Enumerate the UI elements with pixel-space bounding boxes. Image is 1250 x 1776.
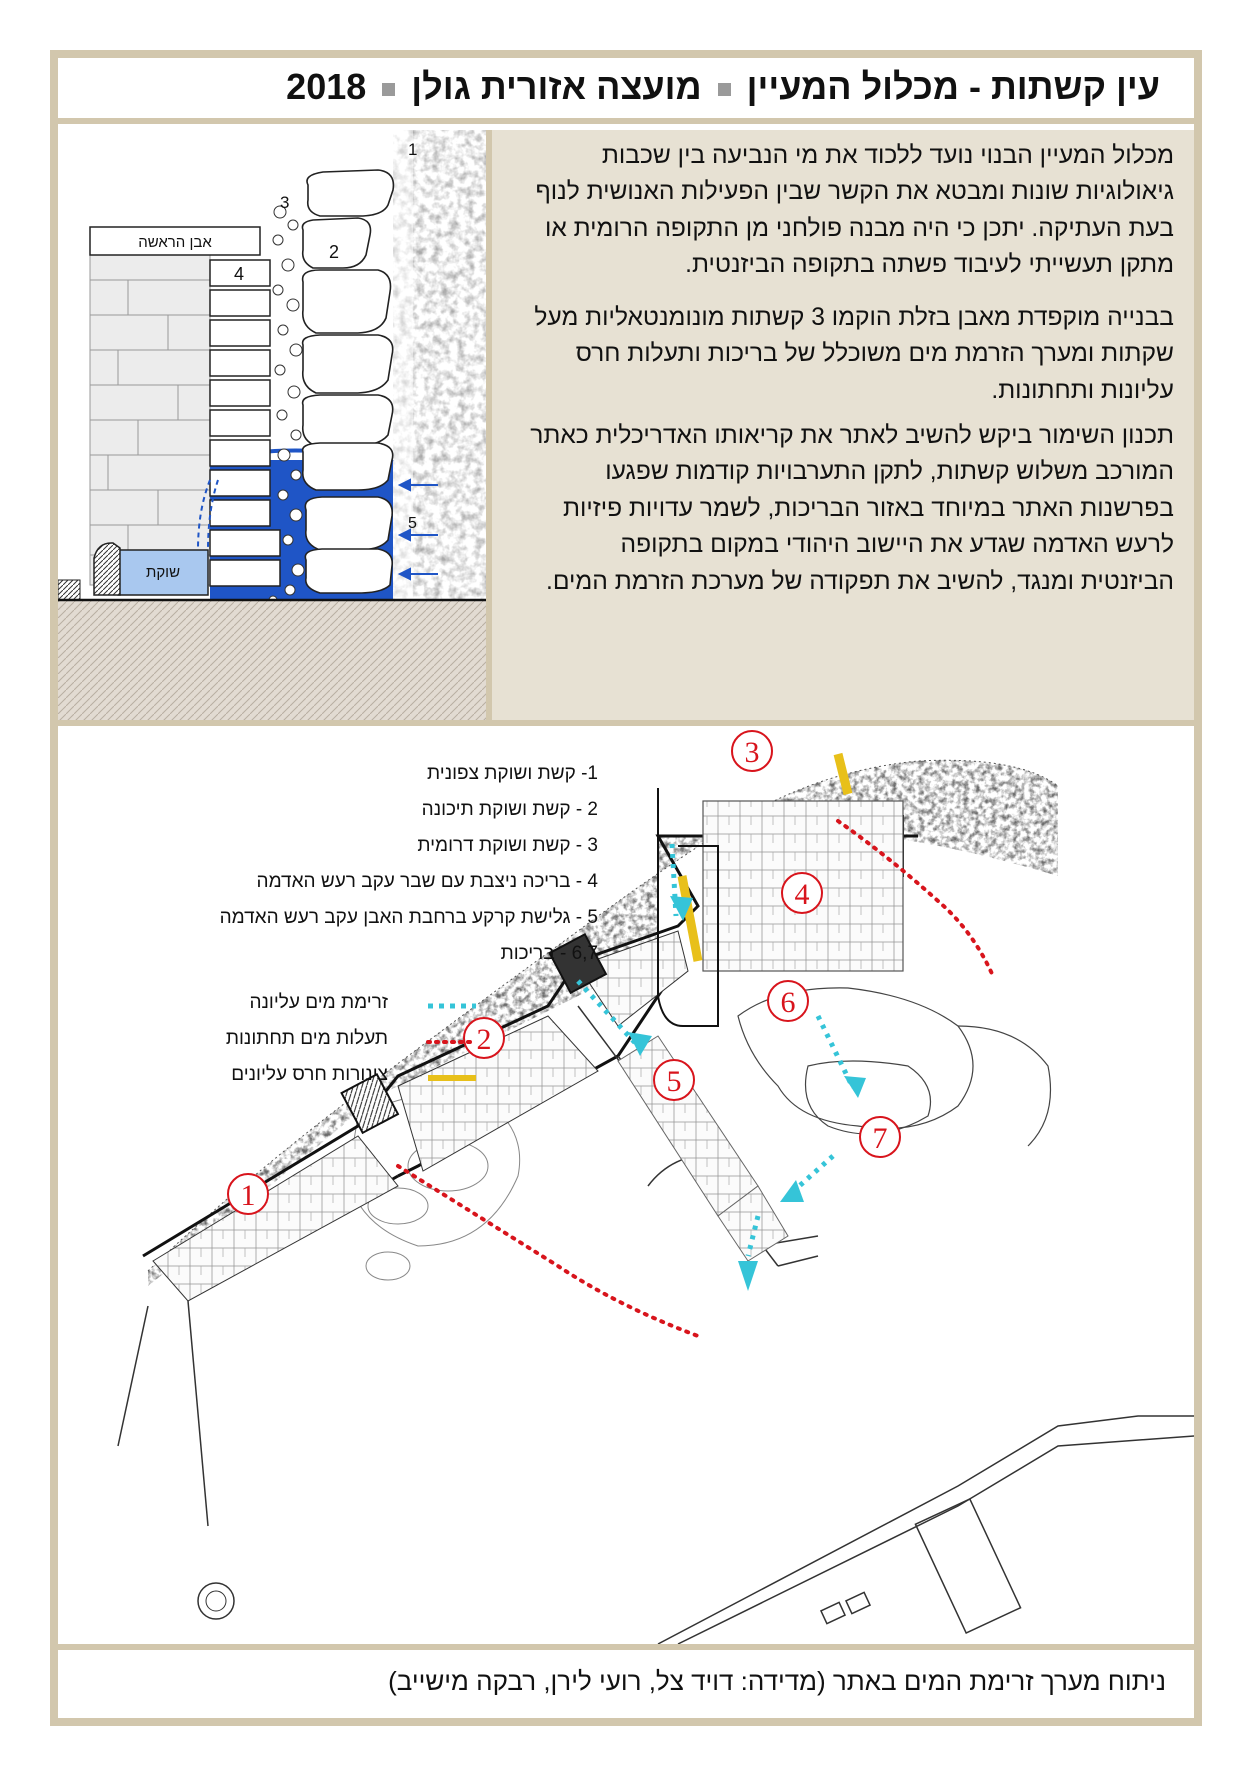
legend-item-1: 1- קשת ושוקת צפונית: [427, 763, 598, 784]
marker-6-label: 6: [780, 986, 796, 1019]
lower-channel-symbol-icon: [426, 1039, 478, 1045]
marker-5: [654, 1060, 694, 1100]
diagram-number-2: 2: [329, 242, 340, 262]
ground: [58, 600, 488, 720]
well: [198, 1583, 234, 1619]
top-section: [58, 130, 1194, 720]
marker-4-label: 4: [794, 878, 810, 911]
block-stones: [210, 260, 280, 586]
legend-lower-channels: [118, 1022, 478, 1058]
site-plan: [58, 726, 1194, 1644]
plan-legend: [220, 756, 598, 972]
diagram-number-5: 5: [408, 515, 417, 532]
legend-item-4: 4 - בריכה ניצבת עם שבר עקב רעש האדמה: [256, 871, 598, 892]
legend-upper-flow-label: זרימת מים עליונה: [249, 992, 388, 1013]
separator-square-icon: [718, 83, 731, 96]
diagram-number-3: 3: [280, 193, 290, 212]
marker-5-label: 5: [666, 1065, 682, 1098]
first-stone-label: אבן הראשה: [138, 234, 212, 251]
legend-item-6-7: 6,7 - בריכות: [500, 943, 598, 964]
legend-item-5: 5 - גלישת קרקע ברחבת האבן עקב רעש האדמה: [219, 907, 598, 928]
clay-pipe-symbol-icon: [426, 1075, 478, 1081]
legend-clay-pipes: [118, 1058, 478, 1094]
lower-steps: [618, 1036, 788, 1261]
title-site: עין קשתות - מכלול המעיין: [746, 66, 1160, 107]
title-council: מועצה אזורית גולן: [411, 66, 702, 107]
description-paragraph-3: תכנון השימור ביקש להשיב לאתר את קריאותו האדריכלית כאתר המורכב משלוש קשתות, לתקן התערבויות קודמות שפגעו בפרשנות האתר במיוחד באזור הבריכות, לשמר עדויות פיזיות לרעש האדמה שגדע את היישוב היהודי במקום בתקופה הביזנטית ומנגד, להשיב את תפקודה של מערכת הזרמת המים.: [530, 422, 1174, 595]
legend-lower-channels-label: תעלות מים תחתונות: [225, 1028, 388, 1049]
legend-clay-pipes-label: צינורות חרס עליונים: [231, 1064, 388, 1085]
header-bar: [58, 58, 1194, 124]
marker-3: [732, 731, 772, 771]
marker-6: [768, 981, 808, 1021]
marker-1: [228, 1174, 268, 1214]
wall-section-diagram: [58, 130, 492, 720]
marker-4: [782, 873, 822, 913]
description-paragraph-1: מכלול המעיין הבנוי נועד ללכוד את מי הנביעה בין שכבות גיאולוגיות שונות ומבטא את הקשר שבין הפעילות האנושית לנוף בעת העתיקה. יתכן כי היה מבנה פולחני מן התקופה הרומית או מתקן תעשייתי לעיבוד פשתה בתקופה הביזנטית.: [535, 142, 1174, 279]
description-panel: [492, 130, 1194, 720]
legend-upper-flow: [118, 986, 478, 1022]
diagram-number-1: 1: [408, 140, 418, 159]
marker-3-label: 3: [744, 736, 760, 769]
marker-7: [860, 1117, 900, 1157]
description-paragraph-2: בבנייה מוקפדת מאבן בזלת הוקמו 3 קשתות מונומנטאליות מעל שקתות ומערך הזרמת מים משוכלל של בריכות ותעלות חרס עליונות ותחתונות.: [534, 304, 1174, 404]
caption-text: ניתוח מערך זרימת המים באתר (מדידה: דויד צל, רועי לירן, רבקה מישייב): [388, 1666, 1166, 1696]
symbol-legend: [118, 986, 478, 1094]
page-title: [286, 66, 1160, 108]
title-year: 2018: [286, 66, 367, 107]
trough-edge: [94, 543, 120, 595]
boulders: [302, 170, 393, 593]
legend-item-2: 2 - קשת ושוקת תיכונה: [421, 799, 598, 820]
lower-building: [658, 1416, 1194, 1644]
separator-square-icon: [382, 83, 395, 96]
trough-label: שוקת: [145, 564, 181, 581]
marker-1-label: 1: [240, 1179, 256, 1212]
caption-bar: [58, 1644, 1194, 1718]
marker-7-label: 7: [872, 1122, 888, 1155]
legend-item-3: 3 - קשת ושוקת דרומית: [417, 835, 598, 856]
marker-2-label: 2: [476, 1023, 492, 1056]
masonry-wall: [90, 255, 210, 585]
upper-flow-symbol-icon: [426, 1003, 478, 1009]
diagram-number-4: 4: [234, 264, 245, 284]
